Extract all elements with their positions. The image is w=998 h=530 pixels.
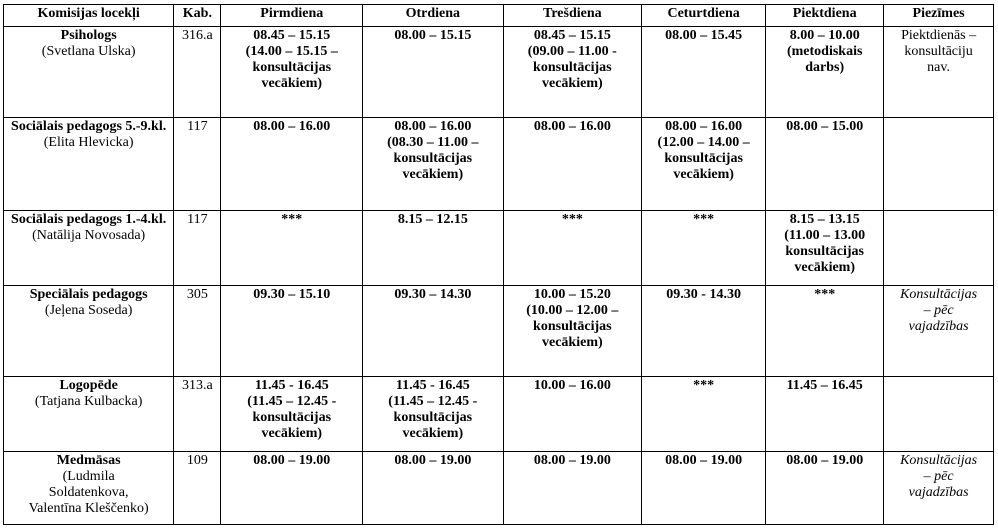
schedule-line: (11.00 – 13.00	[784, 228, 866, 243]
monday-cell	[221, 286, 363, 377]
wednesday-cell	[503, 211, 641, 286]
header-monday: Pirmdiena	[221, 5, 363, 27]
member-cell	[4, 286, 174, 377]
schedule-line: (metodiskais	[786, 44, 863, 59]
note-line: vajadzības	[908, 319, 969, 334]
tuesday-cell	[363, 27, 504, 118]
monday-cell	[221, 211, 363, 286]
schedule-line: 08.45 – 15.15	[533, 28, 611, 43]
member-name: (Tatjana Kulbacka)	[34, 394, 143, 409]
schedule-line: 08.00 – 16.00	[533, 119, 611, 134]
friday-cell	[766, 377, 884, 452]
note-line: – pēc	[923, 469, 954, 484]
schedule-line: 09.30 - 14.30	[666, 287, 741, 302]
notes-cell	[884, 452, 994, 525]
schedule-line: vecākiem)	[542, 76, 603, 91]
schedule-line: ***	[814, 287, 836, 302]
member-name: (Svetlana Ulska)	[41, 44, 136, 59]
schedule-line: konsultācijas	[393, 151, 473, 166]
room-cell: 109	[174, 452, 221, 525]
schedule-line: 08.00 – 16.00	[253, 119, 331, 134]
thursday-cell	[642, 377, 766, 452]
wednesday-cell	[503, 377, 641, 452]
room-cell: 117	[174, 211, 221, 286]
notes-cell	[884, 27, 994, 118]
schedule-line: (11.45 – 12.45 -	[388, 394, 478, 409]
note-line: vajadzības	[908, 485, 969, 500]
schedule-line: 09.30 – 14.30	[394, 287, 472, 302]
header-row	[4, 5, 994, 27]
tuesday-cell	[363, 211, 504, 286]
notes-cell	[884, 286, 994, 377]
schedule-table	[3, 4, 994, 525]
member-cell	[4, 211, 174, 286]
member-role: Psihologs	[60, 28, 117, 43]
notes-cell	[884, 377, 994, 452]
schedule-line: vecākiem)	[402, 167, 464, 182]
thursday-cell	[642, 452, 766, 525]
note-line: Piektdienās –	[901, 28, 977, 43]
member-role: Sociālais pedagogs 1.-4.kl.	[11, 212, 167, 227]
thursday-cell	[642, 211, 766, 286]
room-cell: 316.a	[174, 27, 221, 118]
member-name: (Natālija Novosada)	[32, 228, 146, 243]
table-row	[4, 452, 994, 525]
room-cell: 117	[174, 118, 221, 211]
thursday-cell	[642, 286, 766, 377]
notes-cell	[884, 211, 994, 286]
schedule-line: vecākiem)	[794, 260, 856, 275]
schedule-line: (08.30 – 11.00 –	[387, 135, 479, 150]
monday-cell	[221, 452, 363, 525]
member-role: Sociālais pedagogs 5.-9.kl.	[11, 119, 167, 134]
thursday-cell	[642, 118, 766, 211]
friday-cell	[766, 27, 884, 118]
member-name: Valentīna Kleščenko)	[28, 501, 149, 516]
friday-cell	[766, 211, 884, 286]
tuesday-cell	[363, 286, 504, 377]
schedule-line: (10.00 – 12.00 –	[526, 303, 619, 318]
header-thursday: Ceturtdiena	[642, 5, 766, 27]
member-name: (Elita Hlevicka)	[43, 135, 134, 150]
schedule-line: (12.00 – 14.00 –	[657, 135, 750, 150]
schedule-line: 09.30 – 15.10	[253, 287, 331, 302]
member-cell	[4, 118, 174, 211]
tuesday-cell	[363, 377, 504, 452]
member-cell	[4, 377, 174, 452]
schedule-line: 08.00 – 15.00	[786, 119, 864, 134]
table-row	[4, 27, 994, 118]
schedule-line: 08.00 – 19.00	[253, 453, 331, 468]
schedule-line: 08.00 – 15.15	[394, 28, 472, 43]
note-line: konsultāciju	[904, 44, 973, 59]
schedule-line: 10.00 – 16.00	[533, 378, 611, 393]
schedule-line: konsultācijas	[664, 151, 743, 166]
schedule-line: ***	[281, 212, 303, 227]
note-line: Konsultācijas	[900, 453, 978, 468]
schedule-line: 08.00 – 16.00	[394, 119, 472, 134]
schedule-line: 10.00 – 15.20	[533, 287, 611, 302]
note-line: Konsultācijas	[900, 287, 978, 302]
note-line: nav.	[927, 60, 950, 75]
schedule-line: 08.00 – 16.00	[665, 119, 743, 134]
member-name: Soldatenkova,	[48, 485, 129, 500]
note-line: – pēc	[923, 303, 954, 318]
member-role: Logopēde	[59, 378, 118, 393]
schedule-line: vecākiem)	[542, 335, 603, 350]
schedule-line: 11.45 - 16.45	[254, 378, 329, 393]
tuesday-cell	[363, 452, 504, 525]
schedule-line: konsultācijas	[393, 410, 473, 425]
member-cell	[4, 452, 174, 525]
monday-cell	[221, 118, 363, 211]
schedule-line: (09.00 – 11.00 -	[527, 44, 617, 59]
schedule-line: vecākiem)	[402, 426, 464, 441]
header-room: Kab.	[174, 5, 221, 27]
schedule-line: ***	[561, 212, 583, 227]
wednesday-cell	[503, 27, 641, 118]
schedule-line: 08.00 – 19.00	[786, 453, 864, 468]
schedule-line: konsultācijas	[785, 244, 864, 259]
friday-cell	[766, 118, 884, 211]
schedule-line: vecākiem)	[261, 426, 323, 441]
schedule-line: darbs)	[805, 60, 845, 75]
schedule-line: konsultācijas	[252, 60, 332, 75]
header-wednesday: Trešdiena	[503, 5, 641, 27]
friday-cell	[766, 452, 884, 525]
member-name: (Ludmila	[62, 469, 115, 484]
schedule-line: 08.00 – 15.45	[665, 28, 743, 43]
schedule-line: vecākiem)	[673, 167, 734, 182]
schedule-line: vecākiem)	[261, 76, 323, 91]
schedule-line: 11.45 - 16.45	[395, 378, 470, 393]
header-notes: Piezīmes	[884, 5, 994, 27]
schedule-line: (11.45 – 12.45 -	[247, 394, 337, 409]
schedule-line: 8.15 – 12.15	[397, 212, 468, 227]
table-row	[4, 118, 994, 211]
thursday-cell	[642, 27, 766, 118]
schedule-line: konsultācijas	[533, 319, 612, 334]
wednesday-cell	[503, 452, 641, 525]
schedule-line: konsultācijas	[533, 60, 612, 75]
tuesday-cell	[363, 118, 504, 211]
schedule-line: (14.00 – 15.15 –	[245, 44, 338, 59]
room-cell: 313.a	[174, 377, 221, 452]
schedule-line: 08.00 – 19.00	[665, 453, 743, 468]
header-members: Komisijas locekļi	[4, 5, 174, 27]
monday-cell	[221, 377, 363, 452]
monday-cell	[221, 27, 363, 118]
schedule-line: ***	[693, 378, 715, 393]
wednesday-cell	[503, 286, 641, 377]
header-friday: Piektdiena	[766, 5, 884, 27]
table-row	[4, 286, 994, 377]
schedule-line: 8.15 – 13.15	[789, 212, 860, 227]
schedule-line: 08.00 – 19.00	[394, 453, 472, 468]
schedule-line: 11.45 – 16.45	[786, 378, 863, 393]
schedule-line: ***	[693, 212, 715, 227]
schedule-line: 08.45 – 15.15	[253, 28, 331, 43]
notes-cell	[884, 118, 994, 211]
schedule-line: 8.00 – 10.00	[789, 28, 860, 43]
wednesday-cell	[503, 118, 641, 211]
table-row	[4, 211, 994, 286]
member-cell	[4, 27, 174, 118]
schedule-line: konsultācijas	[252, 410, 332, 425]
schedule-line: 08.00 – 19.00	[533, 453, 611, 468]
member-role: Medmāsas	[56, 453, 121, 468]
member-name: (Jeļena Soseda)	[44, 303, 133, 318]
room-cell: 305	[174, 286, 221, 377]
friday-cell	[766, 286, 884, 377]
member-role: Speciālais pedagogs	[29, 287, 148, 302]
header-tuesday: Otrdiena	[363, 5, 504, 27]
table-row	[4, 377, 994, 452]
